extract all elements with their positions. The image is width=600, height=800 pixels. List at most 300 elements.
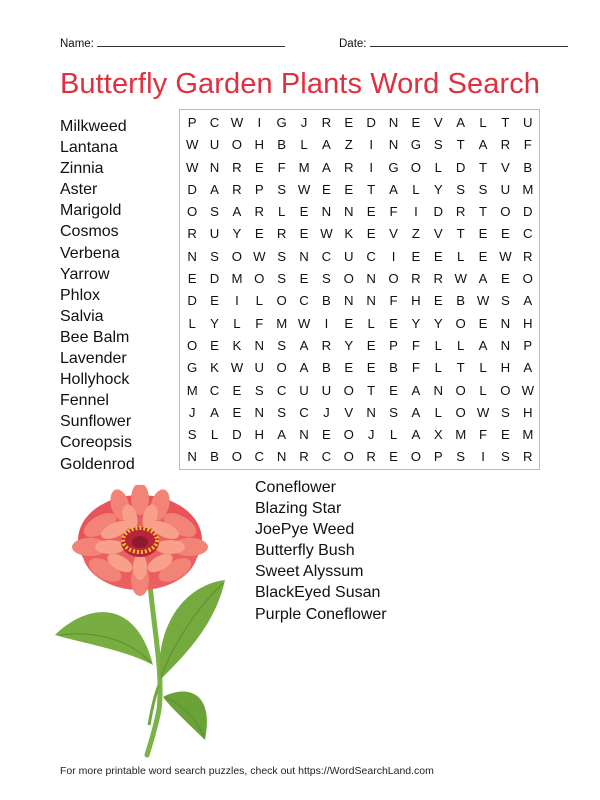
grid-cell[interactable]: E bbox=[344, 315, 354, 331]
grid-cell[interactable]: T bbox=[456, 360, 465, 376]
grid-cell[interactable]: D bbox=[523, 204, 533, 220]
grid-cell[interactable]: F bbox=[479, 427, 488, 443]
grid-cell[interactable]: O bbox=[388, 271, 399, 287]
word-list-item: Sweet Alyssum bbox=[255, 563, 364, 581]
grid-cell[interactable]: E bbox=[501, 427, 510, 443]
grid-cell[interactable]: E bbox=[344, 181, 354, 197]
grid-cell[interactable]: S bbox=[389, 404, 398, 420]
grid-cell[interactable]: T bbox=[479, 204, 488, 220]
grid-cell[interactable]: L bbox=[457, 248, 465, 264]
grid-cell[interactable]: N bbox=[187, 248, 197, 264]
grid-cell[interactable]: N bbox=[388, 137, 399, 153]
grid-cell[interactable]: O bbox=[455, 404, 466, 420]
grid-cell[interactable]: F bbox=[255, 315, 264, 331]
grid-row bbox=[180, 201, 539, 222]
grid-cell[interactable]: E bbox=[478, 226, 488, 242]
grid-cell[interactable]: H bbox=[500, 360, 511, 376]
grid-cell[interactable]: I bbox=[235, 293, 239, 309]
grid-cell[interactable]: L bbox=[412, 181, 420, 197]
grid-cell[interactable]: E bbox=[411, 115, 421, 130]
grid-cell[interactable]: B bbox=[523, 159, 533, 175]
grid-cell[interactable]: R bbox=[232, 181, 242, 197]
grid-row bbox=[180, 134, 539, 155]
grid-row bbox=[180, 313, 539, 334]
grid-cell[interactable]: S bbox=[210, 248, 219, 264]
grid-cell[interactable]: Y bbox=[344, 337, 354, 353]
grid-cell[interactable]: H bbox=[254, 427, 265, 443]
grid-cell[interactable]: N bbox=[388, 115, 399, 130]
grid-cell[interactable]: T bbox=[456, 137, 465, 153]
word-list-item: JoePye Weed bbox=[255, 521, 355, 539]
grid-cell[interactable]: J bbox=[188, 404, 196, 420]
grid-cell[interactable]: U bbox=[500, 181, 511, 197]
grid-cell[interactable]: O bbox=[276, 360, 287, 376]
grid-cell[interactable]: I bbox=[391, 248, 396, 264]
date-label: Date: bbox=[339, 38, 367, 50]
grid-cell[interactable]: A bbox=[299, 360, 309, 376]
grid-cell[interactable]: O bbox=[231, 449, 243, 465]
word-list-item: Lavender bbox=[60, 350, 127, 368]
grid-cell[interactable]: R bbox=[232, 159, 242, 175]
grid-cell[interactable]: A bbox=[277, 427, 287, 443]
grid-cell[interactable]: A bbox=[478, 271, 488, 287]
grid-cell[interactable]: C bbox=[366, 248, 376, 264]
grid-cell[interactable]: Z bbox=[344, 137, 353, 153]
grid-cell[interactable]: A bbox=[322, 159, 331, 175]
grid-cell[interactable]: E bbox=[501, 226, 510, 242]
grid-cell[interactable]: E bbox=[254, 226, 264, 242]
grid-cell[interactable]: D bbox=[209, 271, 220, 287]
grid-row bbox=[180, 446, 539, 467]
grid-cell[interactable]: L bbox=[434, 337, 442, 353]
grid-cell[interactable]: D bbox=[187, 293, 197, 309]
grid-cell[interactable]: G bbox=[410, 137, 422, 153]
grid-cell[interactable]: A bbox=[210, 181, 219, 197]
grid-cell[interactable]: I bbox=[369, 137, 374, 153]
grid-cell[interactable]: A bbox=[389, 181, 398, 197]
grid-cell[interactable]: F bbox=[389, 204, 398, 220]
grid-cell[interactable]: S bbox=[322, 271, 331, 287]
grid-cell[interactable]: S bbox=[277, 404, 287, 420]
grid-row bbox=[180, 246, 539, 267]
grid-cell[interactable]: B bbox=[210, 449, 219, 465]
grid-cell[interactable]: R bbox=[500, 137, 511, 153]
grid-cell[interactable]: F bbox=[389, 293, 398, 309]
grid-cell[interactable]: Y bbox=[232, 226, 242, 242]
grid-cell[interactable]: S bbox=[277, 337, 287, 353]
grid-cell[interactable]: N bbox=[299, 427, 309, 443]
grid-cell[interactable]: W bbox=[185, 159, 199, 175]
grid-cell[interactable]: N bbox=[433, 382, 444, 398]
grid-cell[interactable]: Y bbox=[210, 315, 219, 331]
grid-cell[interactable]: C bbox=[523, 226, 533, 242]
grid-cell[interactable]: N bbox=[187, 449, 197, 465]
grid-cell[interactable]: K bbox=[344, 226, 354, 242]
word-list-item: Zinnia bbox=[60, 160, 104, 178]
grid-cell[interactable]: E bbox=[232, 382, 242, 398]
grid-cell[interactable]: L bbox=[233, 315, 241, 331]
grid-cell[interactable]: M bbox=[522, 427, 534, 443]
grid-cell[interactable]: L bbox=[479, 115, 487, 130]
grid-cell[interactable]: O bbox=[455, 315, 466, 331]
grid-cell[interactable]: L bbox=[188, 315, 196, 331]
grid-cell[interactable]: M bbox=[231, 271, 243, 287]
grid-cell[interactable]: N bbox=[321, 204, 332, 220]
grid-cell[interactable]: S bbox=[277, 248, 287, 264]
grid-cell[interactable]: E bbox=[389, 382, 398, 398]
date-line[interactable] bbox=[370, 46, 568, 47]
grid-cell[interactable]: V bbox=[433, 226, 443, 242]
zinnia-flower-icon bbox=[55, 485, 225, 760]
grid-cell[interactable]: O bbox=[276, 293, 287, 309]
grid-cell[interactable]: E bbox=[299, 271, 309, 287]
grid-cell[interactable]: O bbox=[187, 337, 198, 353]
grid-cell[interactable]: D bbox=[455, 159, 466, 175]
grid-cell[interactable]: V bbox=[501, 159, 510, 175]
grid-cell[interactable]: C bbox=[254, 449, 265, 465]
grid-cell[interactable]: B bbox=[277, 137, 287, 153]
grid-cell[interactable]: A bbox=[456, 115, 466, 130]
grid-cell[interactable]: N bbox=[254, 337, 265, 353]
grid-cell[interactable]: L bbox=[389, 427, 398, 443]
grid-cell[interactable]: L bbox=[457, 337, 465, 353]
grid-cell[interactable]: A bbox=[411, 427, 421, 443]
grid-cell[interactable]: S bbox=[501, 293, 510, 309]
word-list-item: Yarrow bbox=[60, 265, 110, 283]
grid-cell[interactable]: K bbox=[232, 337, 242, 353]
grid-cell[interactable]: R bbox=[455, 204, 466, 220]
grid-cell[interactable]: A bbox=[322, 137, 331, 153]
grid-cell[interactable]: R bbox=[254, 204, 265, 220]
grid-cell[interactable]: R bbox=[411, 271, 421, 287]
grid-cell[interactable]: N bbox=[299, 248, 309, 264]
grid-cell[interactable]: C bbox=[321, 248, 332, 264]
grid-cell[interactable]: B bbox=[456, 293, 466, 309]
grid-cell[interactable]: V bbox=[433, 115, 443, 130]
grid-cell[interactable]: E bbox=[210, 337, 219, 353]
grid-cell[interactable]: E bbox=[366, 337, 376, 353]
grid-cell[interactable]: E bbox=[366, 360, 376, 376]
grid-cell[interactable]: S bbox=[456, 449, 466, 465]
grid-cell[interactable]: E bbox=[232, 404, 242, 420]
grid-cell[interactable]: P bbox=[389, 337, 398, 353]
grid-cell[interactable]: E bbox=[433, 248, 443, 264]
grid-cell[interactable]: W bbox=[499, 248, 512, 264]
grid-cell[interactable]: E bbox=[344, 360, 354, 376]
grid-cell[interactable]: U bbox=[523, 115, 533, 130]
grid-cell[interactable]: M bbox=[298, 159, 310, 175]
grid-cell[interactable]: H bbox=[523, 315, 533, 331]
grid-cell[interactable]: O bbox=[343, 382, 354, 398]
grid-cell[interactable]: X bbox=[433, 427, 443, 443]
grid-cell[interactable]: O bbox=[231, 248, 243, 264]
grid-cell[interactable]: R bbox=[187, 226, 197, 242]
grid-cell[interactable]: A bbox=[523, 293, 533, 309]
word-list-item: Hollyhock bbox=[60, 371, 130, 389]
grid-cell[interactable]: U bbox=[254, 360, 265, 376]
grid-row bbox=[180, 424, 539, 445]
grid-cell[interactable]: L bbox=[434, 404, 442, 420]
grid-cell[interactable]: W bbox=[185, 137, 199, 153]
grid-cell[interactable]: N bbox=[344, 204, 354, 220]
grid-cell[interactable]: E bbox=[433, 293, 443, 309]
grid-cell[interactable]: D bbox=[433, 204, 444, 220]
grid-cell[interactable]: T bbox=[479, 159, 488, 175]
word-list-item: Purple Coneflower bbox=[255, 605, 387, 623]
grid-cell[interactable]: L bbox=[434, 360, 442, 376]
word-list-item: Coneflower bbox=[255, 479, 336, 496]
grid-row bbox=[180, 223, 539, 244]
grid-cell[interactable]: L bbox=[479, 360, 487, 376]
grid-cell[interactable]: R bbox=[366, 449, 376, 465]
grid-cell[interactable]: E bbox=[501, 271, 510, 287]
grid-cell[interactable]: S bbox=[254, 382, 264, 398]
grid-cell[interactable]: Y bbox=[433, 181, 443, 197]
grid-cell[interactable]: P bbox=[254, 181, 264, 197]
grid-cell[interactable]: N bbox=[500, 315, 511, 331]
grid-cell[interactable]: A bbox=[411, 404, 421, 420]
grid-cell[interactable]: C bbox=[276, 382, 287, 398]
name-field[interactable] bbox=[60, 38, 285, 50]
word-list-item: Coreopsis bbox=[60, 434, 133, 452]
grid-cell[interactable]: R bbox=[523, 449, 533, 465]
grid-cell[interactable]: O bbox=[455, 382, 466, 398]
grid-cell[interactable]: O bbox=[254, 271, 265, 287]
grid-cell[interactable]: R bbox=[321, 337, 332, 353]
word-list-item: Marigold bbox=[60, 202, 122, 220]
grid-cell[interactable]: M bbox=[276, 315, 288, 331]
grid-cell[interactable]: S bbox=[501, 449, 510, 465]
grid-cell[interactable]: E bbox=[299, 226, 309, 242]
grid-cell[interactable]: O bbox=[410, 159, 422, 175]
grid-cell[interactable]: O bbox=[231, 137, 243, 153]
grid-cell[interactable]: O bbox=[522, 271, 533, 287]
grid-cell[interactable]: H bbox=[411, 293, 421, 309]
grid-cell[interactable]: I bbox=[481, 449, 485, 465]
grid-cell[interactable]: T bbox=[456, 226, 465, 242]
grid-cell[interactable]: V bbox=[344, 404, 354, 420]
grid-cell[interactable]: O bbox=[500, 204, 511, 220]
grid-cell[interactable]: N bbox=[366, 293, 376, 309]
date-field[interactable] bbox=[339, 38, 568, 50]
grid-cell[interactable]: W bbox=[297, 315, 311, 331]
grid-cell[interactable]: W bbox=[320, 226, 333, 242]
word-search-grid bbox=[179, 109, 540, 470]
grid-cell[interactable]: C bbox=[209, 382, 220, 398]
grid-cell[interactable]: B bbox=[389, 360, 398, 376]
grid-cell[interactable]: N bbox=[500, 337, 511, 353]
grid-cell[interactable]: W bbox=[521, 382, 535, 398]
grid-cell[interactable]: N bbox=[209, 159, 220, 175]
grid-cell[interactable]: A bbox=[232, 204, 242, 220]
grid-cell[interactable]: W bbox=[297, 181, 311, 197]
grid-cell[interactable]: I bbox=[369, 159, 374, 175]
grid-row bbox=[180, 380, 539, 401]
word-list-item: Fennel bbox=[60, 392, 109, 410]
grid-cell[interactable]: L bbox=[210, 427, 219, 443]
grid-cell[interactable]: E bbox=[478, 315, 488, 331]
grid-cell[interactable]: M bbox=[186, 382, 198, 398]
grid-cell[interactable]: S bbox=[277, 181, 287, 197]
grid-cell[interactable]: E bbox=[210, 293, 219, 309]
grid-cell[interactable]: E bbox=[389, 315, 398, 331]
grid-cell[interactable]: I bbox=[324, 315, 329, 331]
grid-cell[interactable]: I bbox=[257, 115, 262, 130]
grid-cell[interactable]: P bbox=[523, 337, 533, 353]
grid-cell[interactable]: Z bbox=[411, 226, 420, 242]
grid-cell[interactable]: S bbox=[478, 181, 488, 197]
grid-cell[interactable]: T bbox=[367, 181, 376, 197]
word-list-item: Goldenrod bbox=[60, 455, 135, 473]
grid-cell[interactable]: S bbox=[277, 271, 287, 287]
grid-cell[interactable]: S bbox=[210, 204, 219, 220]
grid-row bbox=[180, 268, 539, 289]
grid-cell[interactable]: O bbox=[410, 449, 422, 465]
grid-cell[interactable]: N bbox=[366, 271, 376, 287]
grid-cell[interactable]: S bbox=[187, 427, 197, 443]
grid-cell[interactable]: S bbox=[433, 137, 443, 153]
grid-cell[interactable]: D bbox=[366, 115, 376, 130]
grid-cell[interactable]: J bbox=[323, 404, 330, 420]
grid-cell[interactable]: S bbox=[456, 181, 466, 197]
grid-cell[interactable]: U bbox=[344, 248, 354, 264]
grid-cell[interactable]: E bbox=[411, 248, 421, 264]
grid-cell[interactable]: O bbox=[343, 449, 354, 465]
grid-cell[interactable]: N bbox=[366, 404, 376, 420]
grid-cell[interactable]: W bbox=[253, 248, 266, 264]
word-list-right bbox=[255, 477, 387, 625]
grid-cell[interactable]: M bbox=[455, 427, 467, 443]
grid-cell[interactable]: Y bbox=[433, 315, 443, 331]
grid-cell[interactable]: F bbox=[411, 337, 420, 353]
grid-cell[interactable]: A bbox=[210, 404, 219, 420]
grid-cell[interactable]: U bbox=[299, 382, 309, 398]
name-label: Name: bbox=[60, 38, 94, 50]
grid-cell[interactable]: E bbox=[299, 204, 309, 220]
grid-cell[interactable]: O bbox=[343, 427, 354, 443]
grid-cell[interactable]: R bbox=[523, 248, 533, 264]
grid-cell[interactable]: U bbox=[209, 226, 220, 242]
page-title: Butterfly Garden Plants Word Search bbox=[59, 68, 541, 100]
grid-cell[interactable]: E bbox=[478, 248, 488, 264]
grid-cell[interactable]: V bbox=[389, 226, 398, 242]
grid-cell[interactable]: R bbox=[321, 115, 332, 130]
word-list-item: Bee Balm bbox=[60, 328, 130, 346]
grid-cell[interactable]: G bbox=[276, 115, 287, 130]
grid-cell[interactable]: L bbox=[278, 204, 286, 220]
grid-cell[interactable]: A bbox=[478, 137, 488, 153]
grid-cell[interactable]: S bbox=[501, 404, 510, 420]
grid-cell[interactable]: P bbox=[187, 115, 197, 130]
grid-cell[interactable]: J bbox=[367, 427, 375, 443]
grid-cell[interactable]: C bbox=[299, 293, 309, 309]
word-list-item: Verbena bbox=[60, 244, 120, 262]
word-list-left bbox=[60, 116, 135, 475]
grid-cell[interactable]: F bbox=[277, 159, 286, 175]
grid-cell[interactable]: E bbox=[389, 449, 398, 465]
grid-cell[interactable]: L bbox=[434, 159, 442, 175]
grid-cell[interactable]: E bbox=[254, 159, 264, 175]
grid-cell[interactable]: O bbox=[187, 204, 198, 220]
grid-cell[interactable]: G bbox=[388, 159, 399, 175]
grid-cell[interactable]: N bbox=[344, 293, 354, 309]
grid-cell[interactable]: N bbox=[276, 449, 287, 465]
grid-cell[interactable]: B bbox=[322, 293, 331, 309]
grid-cell[interactable]: R bbox=[344, 159, 354, 175]
grid-cell[interactable]: L bbox=[479, 382, 487, 398]
grid-cell[interactable]: B bbox=[322, 360, 331, 376]
grid-cell[interactable]: W bbox=[454, 271, 467, 287]
word-list-item: Aster bbox=[60, 181, 98, 199]
grid-cell[interactable]: L bbox=[300, 137, 308, 153]
grid-cell[interactable]: E bbox=[366, 204, 376, 220]
grid-cell[interactable]: D bbox=[187, 181, 197, 197]
grid-cell[interactable]: E bbox=[366, 226, 376, 242]
grid-cell[interactable]: K bbox=[210, 360, 219, 376]
grid-row bbox=[180, 179, 539, 200]
grid-cell[interactable]: H bbox=[254, 137, 265, 153]
grid-cell[interactable]: E bbox=[344, 115, 354, 130]
grid-cell[interactable]: O bbox=[343, 271, 354, 287]
grid-cell[interactable]: A bbox=[299, 337, 309, 353]
name-line[interactable] bbox=[97, 46, 285, 47]
grid-cell[interactable]: W bbox=[476, 293, 490, 309]
grid-cell[interactable]: A bbox=[478, 337, 488, 353]
word-list-item: Butterfly Bush bbox=[255, 542, 355, 560]
grid-cell[interactable]: W bbox=[230, 360, 244, 376]
grid-cell[interactable]: Y bbox=[411, 315, 421, 331]
grid-cell[interactable]: A bbox=[523, 360, 533, 376]
grid-cell[interactable]: T bbox=[367, 382, 376, 398]
grid-cell[interactable]: U bbox=[321, 382, 332, 398]
grid-cell[interactable]: J bbox=[300, 115, 308, 130]
grid-cell[interactable]: E bbox=[187, 271, 197, 287]
word-list-item: BlackEyed Susan bbox=[255, 584, 381, 602]
grid-cell[interactable]: P bbox=[433, 449, 443, 465]
grid-cell[interactable]: R bbox=[433, 271, 444, 287]
grid-cell[interactable]: W bbox=[230, 115, 244, 130]
grid-cell[interactable]: T bbox=[501, 115, 510, 130]
grid-cell[interactable]: R bbox=[299, 449, 309, 465]
grid-cell[interactable]: C bbox=[321, 449, 332, 465]
grid-cell[interactable]: F bbox=[411, 360, 420, 376]
grid-cell[interactable]: L bbox=[367, 315, 375, 331]
word-list-item: Salvia bbox=[60, 307, 104, 325]
grid-cell[interactable]: D bbox=[232, 427, 242, 443]
grid-cell[interactable]: C bbox=[209, 115, 220, 130]
grid-cell[interactable]: N bbox=[254, 404, 265, 420]
grid-cell[interactable]: O bbox=[500, 382, 511, 398]
grid-cell[interactable]: F bbox=[523, 137, 532, 153]
grid-row bbox=[180, 112, 539, 133]
word-list-item: Blazing Star bbox=[255, 500, 342, 518]
grid-cell[interactable]: G bbox=[187, 360, 198, 376]
grid-row bbox=[180, 357, 539, 378]
grid-cell[interactable]: A bbox=[411, 382, 421, 398]
grid-cell[interactable]: U bbox=[209, 137, 220, 153]
grid-cell[interactable]: H bbox=[523, 404, 533, 420]
grid-cell[interactable]: R bbox=[276, 226, 287, 242]
grid-cell[interactable]: M bbox=[522, 181, 534, 197]
grid-row bbox=[180, 157, 539, 178]
word-list-item: Phlox bbox=[60, 286, 101, 304]
grid-cell[interactable]: C bbox=[299, 404, 309, 420]
grid-cell[interactable]: W bbox=[476, 404, 490, 420]
grid-cell[interactable]: L bbox=[255, 293, 263, 309]
grid-cell[interactable]: E bbox=[322, 427, 331, 443]
grid-cell[interactable]: I bbox=[414, 204, 418, 220]
grid-cell[interactable]: E bbox=[322, 181, 331, 197]
